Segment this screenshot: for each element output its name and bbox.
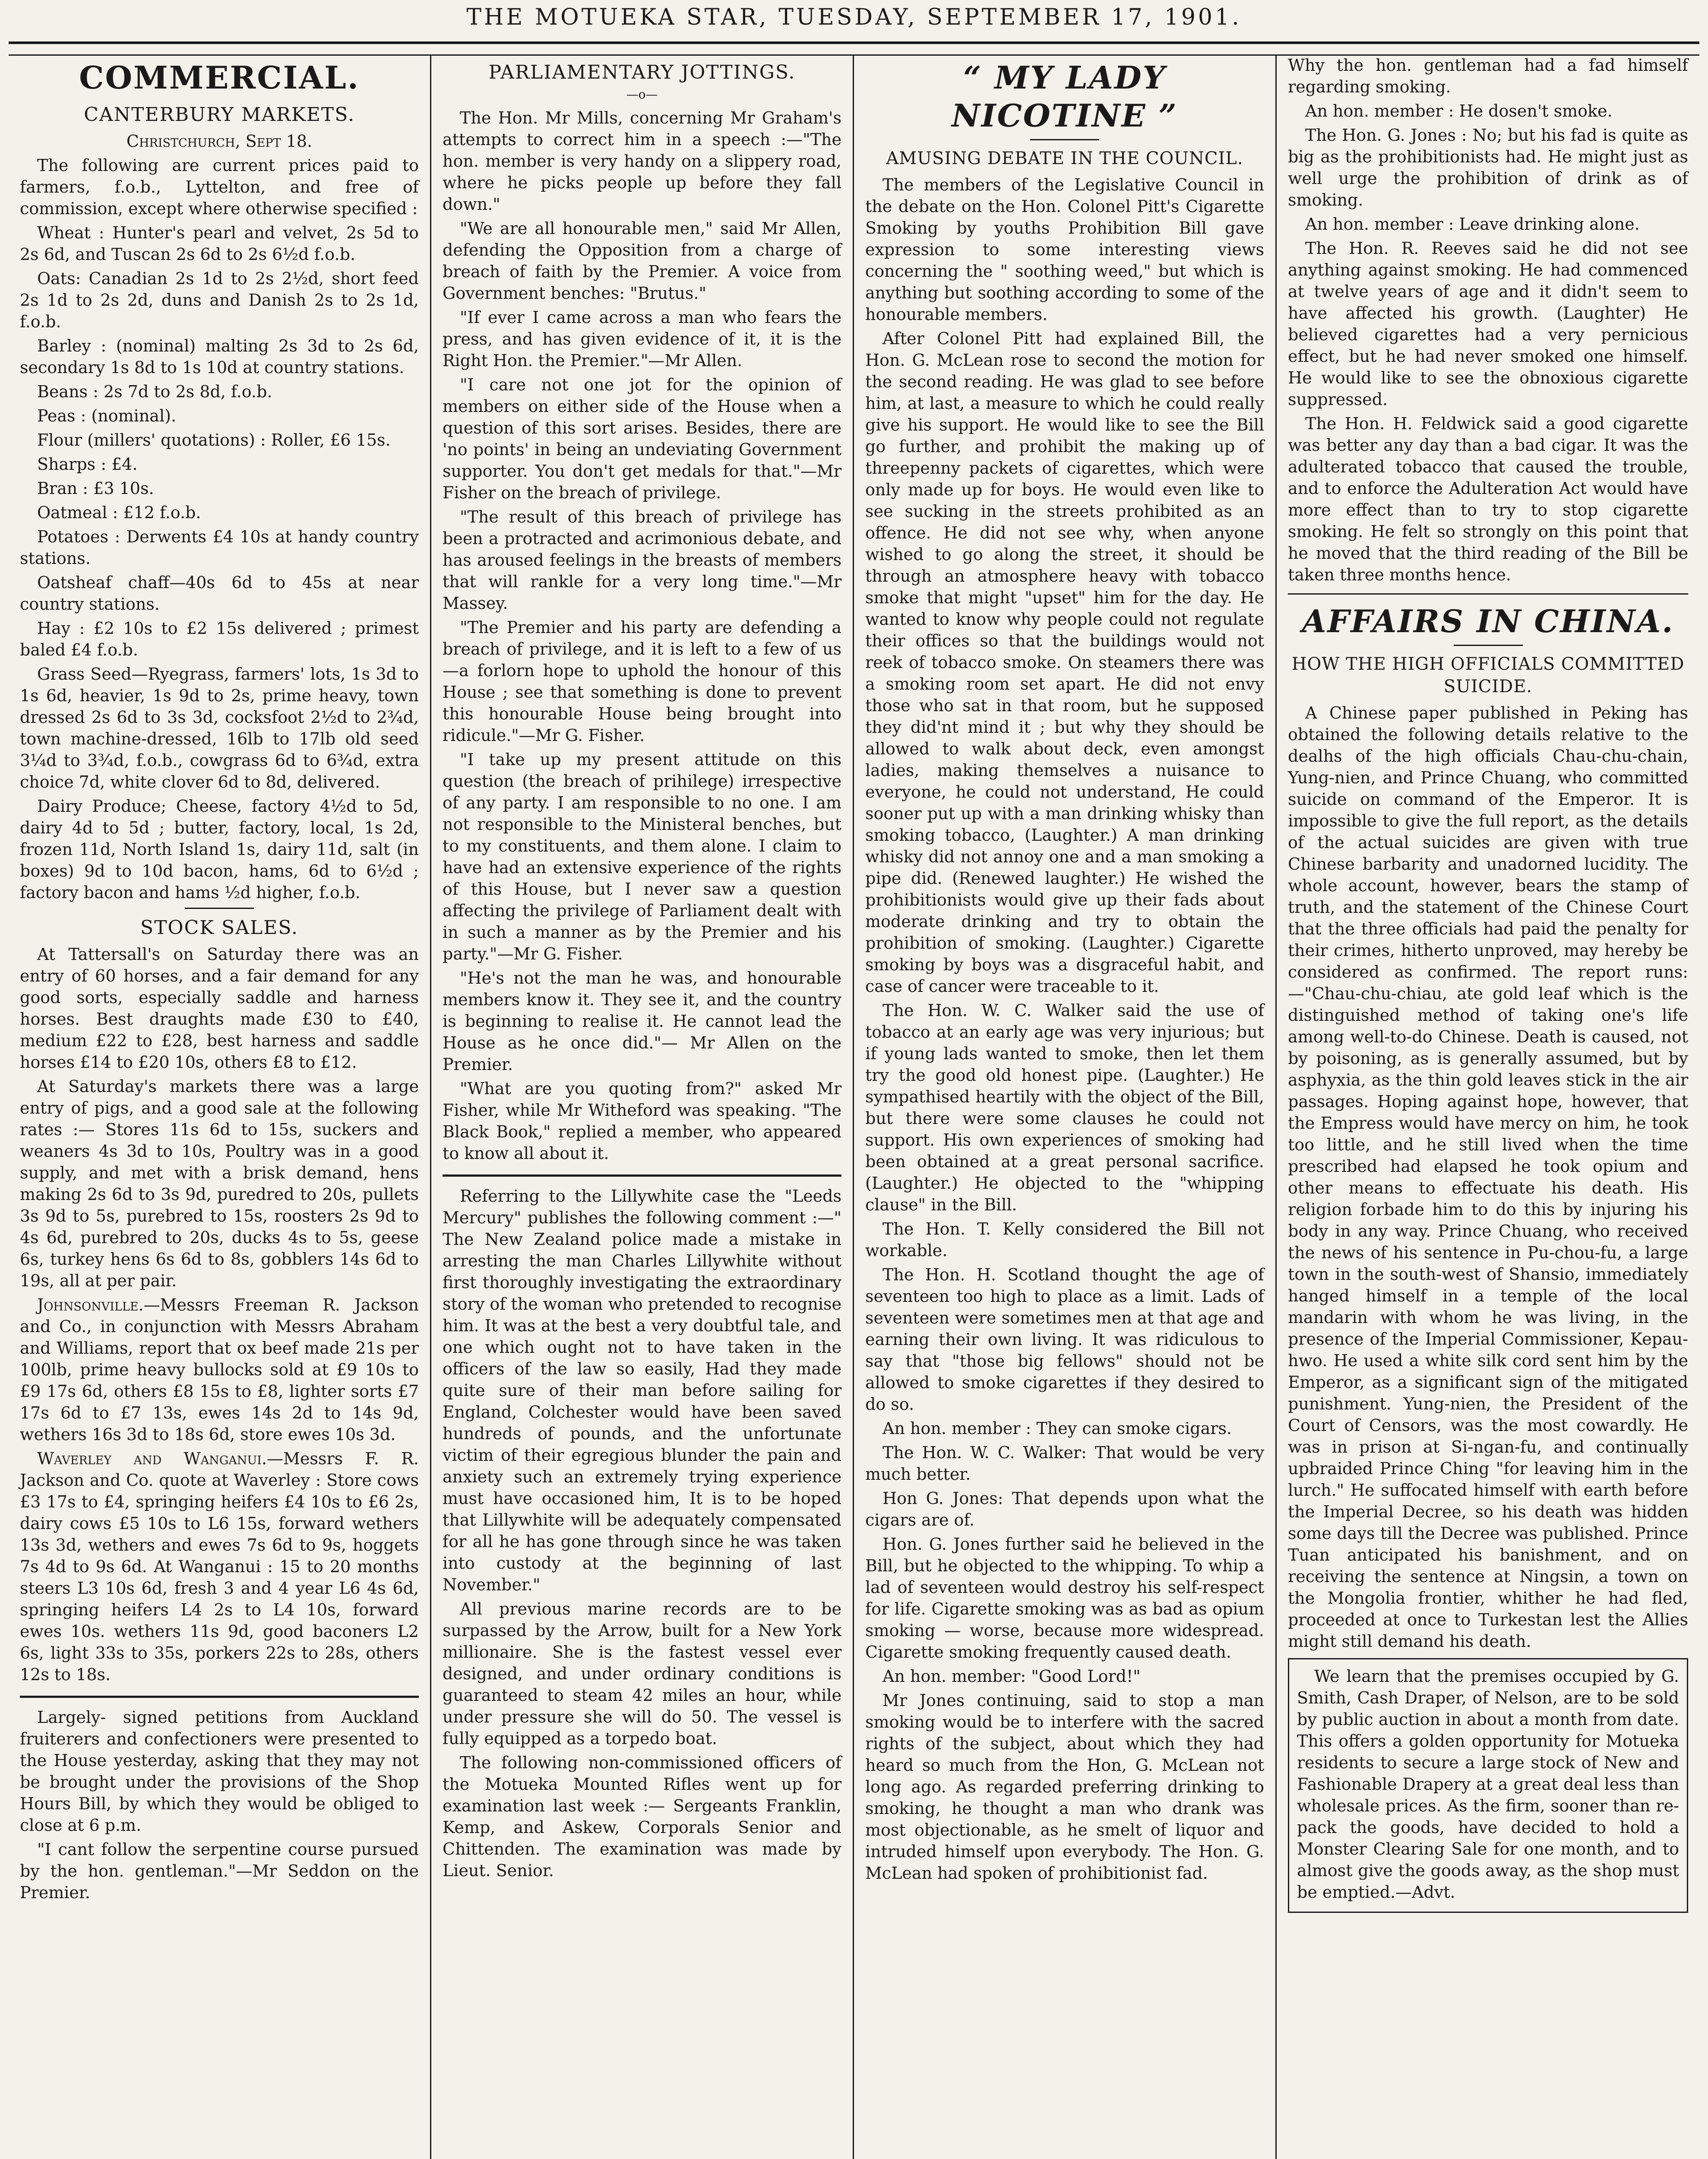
paragraph: An hon. member : He dosen't smoke.: [1305, 101, 1613, 120]
paragraph: Oatsheaf chaff—40s 6d to 45s at near country stations.: [20, 573, 419, 614]
paragraph: Hon G. Jones: That depends upon what the cigars are of.: [865, 1489, 1264, 1529]
paragraph: The following are current prices paid to farmers, f.o.b., Lyttelton, and free of commission, except where otherwise specified :: [20, 156, 419, 218]
paragraph: All previous marine records are to be surpassed by the Arrow, built for a New York millionaire. She is the fastest vessel ever designed, and under ordinary conditions is guaranteed to steam 42 miles an hour, while under pressure she will do 50. The vessel is fully equipped as a torpedo boat.: [443, 1599, 841, 1748]
column-china: [1277, 54, 1699, 2159]
paragraph: The members of the Legislative Council in the debate on the Hon. Colonel Pitt's Cigarette Smoking by youths Prohibition Bill gave expression to some interesting views concerning the " soothing weed," but which is anything but soothing according to some of the honourable members.: [865, 175, 1264, 324]
affairs-in-china-heading: AFFAIRS IN CHINA.: [1302, 603, 1674, 639]
paragraph: The Hon. H. Feldwick said a good cigarette was better any day than a bad cigar. It was the adulterated tobacco that caused the trouble, and to enforce the Adulteration Act would have more effect than to try to stop cigarette smoking. He felt so strongly on this point that he moved that the third reading of the Bill be taken three months hence.: [1288, 414, 1688, 584]
paragraph: "If ever I came across a man who fears the press, and has given evidence of it, it is the Right Hon. the Premier."—Mr Allen.: [443, 308, 841, 370]
paragraph: Dairy Produce; Cheese, factory 4½d to 5d, dairy 4d to 5d ; butter, factory, local, 1s 2d, frozen 11d, North Island 1s, dairy 11d, salt (in boxes) 9d to 10d bacon, hams, 6d to 6½d ; factory bacon and hams ½d higher, f.o.b.: [20, 797, 419, 902]
paragraph: The Hon. Mr Mills, concerning Mr Graham's attempts to correct him in a speech :—"The hon. member is very handy on a slippery road, where he picks people up before they fall down.": [443, 108, 841, 214]
paragraph: The Hon. R. Reeves said he did not see anything against smoking. He had commenced at twelve years of age and it didn't seem to have affected his growth. (Laughter) He believed cigarettes had a very pernicious effect, but he had never smoked one himself. He would like to see the obnoxious cigarette suppressed.: [1288, 239, 1688, 409]
paragraph: Hon. G. Jones further said he believed in the Bill, but he objected to the whipping. To whip a lad of seventeen would destroy his self-respect for life. Cigarette smoking was as bad as opium smoking — worse, because more widespread. Cigarette smoking frequently caused death.: [865, 1535, 1264, 1662]
paragraph: Flour (millers' quotations) : Roller, £6 15s.: [37, 431, 391, 450]
paragraph: [20, 1294, 419, 1445]
paragraph: The following non-commissioned officers of the Motueka Mounted Rifles went up for examination last week :— Sergeants Franklin, Kemp, and Askew, Corporals Senior and Chittenden. The examination was made by Lieut. Senior.: [443, 1753, 841, 1880]
paragraph: Bran : £3 10s.: [37, 479, 154, 498]
paragraph: An hon. member : They can smoke cigars.: [882, 1419, 1232, 1438]
ornament: —o—: [626, 87, 658, 101]
paragraph: An hon. member : Leave drinking alone.: [1305, 215, 1640, 234]
paragraph: The Hon. G. Jones : No; but his fad is quite as big as the prohibitionists had. He might just as well urge the prohibition of drink as of smoking.: [1288, 126, 1688, 209]
high-officials-subheading: HOW THE HIGH OFFICIALS COMMITTED SUICIDE.: [1291, 654, 1685, 696]
paragraph: "We are all honourable men," said Mr Allen, defending the Opposition from a charge of breach of faith by the Premier. A voice from Government benches: "Brutus.": [443, 219, 841, 303]
divider: [443, 1174, 841, 1177]
place-name: Waverley and Wanganui.: [37, 1449, 267, 1468]
divider: [20, 1696, 419, 1698]
paragraph: After Colonel Pitt had explained Bill, the Hon. G. McLean rose to second the motion for the second reading. He was glad to see before him, at last, a measure to which he could really give his support. He would like to see the Bill go further, and prohibit the making up of threepenny packets of cigarettes, which were only made up for boys. He would even like to see sucking in the streets prohibited as an offence. He did not see why, when anyone wished to go along the street, it should be through an atmosphere heavy with tobacco smoke that might "upset" him for the day. He wanted to know why people could not regulate their offices so that the buildings would not reek of tobacco smoke. On steamers there was a smoking room set apart. He did not envy those who sat in that room, but he supposed they did'nt mind it ; but why they should be allowed to walk about deck, even amongst ladies, making themselves a nuisance to everyone, he could not understand, He could sooner put up with a man drinking whisky than smoking tobacco, (Laughter.) A man drinking whisky did not annoy one and a man smoking a pipe did. (Renewed laughter.) He wished the prohibitionists would give up their fads about moderate drinking and try to obtain the prohibition of smoking. (Laughter.) Cigarette smoking by boys was a disgraceful habit, and case of cancer were traceable to it.: [865, 329, 1264, 996]
paragraph: A Chinese paper published in Peking has obtained the following details relative to the dealhs of the high officials Chau-chu-chain, Yung-nien, and Prince Chuang, who committed suicide on command of the Emperor. It is impossible to give the full report, as the details of the actual suicides are given with true Chinese barbarity and unadorned lucidity. The whole account, however, bears the stamp of truth, and the statement of the Chinese Court that the three officials had paid the penalty for their crimes, hitherto unproved, may hereby be considered as confirmed. The report runs:—"Chau-chu-chiau, ate gold leaf which is the distinguished method of taking one's life among well-to-do Chinese. Death is caused, not by poisoning, as is generally assumed, but by asphyxia, as the thin gold leaves stick in the air passages. Hoping against hope, however, that the Empress would have mercy on him, he took too little, and he still lived when the time prescribed had elapsed he took opium and other means to effectuate his death. His religion forbade him to do this by injuring his body in any way. Prince Chuang, who received the news of his sentence in Pu-chou-fu, a large town in the south-west of Shansio, immediately hanged himself in a temple of the local mandarin with whom he was living, in the presence of the Imperial Commissioner, Kepau-hwo. He used a white silk cord sent him by the Emperor, as a significant sign of the mitigated punishment. Yung-nien, the President of the Court of Censors, was the most cowardly. He was in prison at Si-ngan-fu, and continually upbraided Prince Ching "for leaving him in the lurch." He suffocated himself with earth before the Imperial Decree, so his death was hidden some days till the Decree was published. Prince Tuan anticipated his banishment, and on receiving the sentence at Ningsin, a town on the Mongolia frontier, whither he had fled, proceeded at once to Turkestan lest the Allies might still demand his death.: [1288, 703, 1688, 1651]
paragraph: Referring to the Lillywhite case the "Leeds Mercury" publishes the following comment :—" The New Zealand police made a mistake in arresting the man Charles Lillywhite without first thoroughly investigating the extraordinary story of the woman who pretended to recognise him. It was at the best a very doubtful tale, and one which ought not to have taken in the officers of the law so easily, Had they made quite sure of their man before sailing for England, Colchester would have been saved hundreds of pounds, and the unfortunate victim of their egregious blunder the pain and anxiety such an extremely trying experience must have occasioned him, It is to be hoped that Lillywhite will be adequately compensated for all he has gone through since he was taken into custody at the beginning of last November.": [443, 1187, 841, 1594]
paragraph: [20, 1448, 419, 1685]
paragraph: "The result of this breach of privilege has been a protracted and acrimonious debate, and has aroused feelings in the breasts of members that will rankle for a very long time."—Mr Massey.: [443, 507, 841, 613]
paragraph: Grass Seed—Ryegrass, farmers' lots, 1s 3d to 1s 6d, heavier, 1s 9d to 2s, prime heavy, town dressed 2s 6d to 3s 3d, cocksfoot 2½d to 2¾d, town machine-dressed, 16lb to 17lb old seed 3¼d to 3¾d, f.o.b., cowgrass 6d to 6¾d, extra choice 7d, white clover 6d to 8d, delivered.: [20, 665, 419, 791]
my-lady-nicotine-heading: “ MY LADY NICOTINE ”: [952, 59, 1178, 134]
paragraph: Oatmeal : £12 f.o.b.: [37, 503, 201, 522]
paragraph: The Hon. T. Kelly considered the Bill not workable.: [865, 1219, 1264, 1260]
paragraph: "I cant follow the serpentine course pursued by the hon. gentleman."—Mr Seddon on the Premier.: [20, 1840, 419, 1902]
stock-sales-heading: STOCK SALES.: [140, 917, 298, 939]
masthead: THE MOTUEKA STAR, TUESDAY, SEPTEMBER 17, 1901.: [466, 4, 1242, 30]
place-name: Johnsonville.: [37, 1295, 144, 1314]
paragraph: Oats: Canadian 2s 1d to 2s 2½d, short feed 2s 1d to 2s 2d, duns and Danish 2s to 2s 1d, f.o.b.: [20, 269, 419, 331]
dateline: Christchurch, Sept 18.: [126, 132, 313, 151]
newspaper-page: [9, 54, 1699, 2159]
advertisement-box: [1288, 1658, 1688, 1913]
divider: [1030, 139, 1099, 140]
paragraph: Mr Jones continuing, said to stop a man smoking would be to interfere with the sacred rights of the subject, about which they had heard so much from the Hon, G. McLean not long ago. As regarded preferring drinking to smoking, he thought a man who drank was most objectionable, as he smelt of liquor and intruded himself upon everybody. The Hon. G. McLean had spoken of prohibitionist fad.: [865, 1691, 1264, 1883]
paragraph: The Hon. W. C. Walker: That would be very much better.: [865, 1443, 1264, 1484]
paragraph: The Hon. W. C. Walker said the use of tobacco at an early age was very injurious; but if young lads wanted to smoke, then let them try the good old honest pipe. (Laughter.) He sympathised heartily with the object of the Bill, but there were some clauses he could not support. His own experiences of smoking had been obtained at a great personal sacrifice. (Laughter.) He objected to the "whipping clause" in the Bill.: [865, 1001, 1264, 1214]
column-lady-nicotine: [854, 54, 1277, 2159]
column-parliamentary: [431, 54, 854, 2159]
divider: [1288, 593, 1688, 595]
paragraph: "He's not the man he was, and honourable members know it. They see it, and the country is beginning to realise it. He cannot lead the House as he once did."— Mr Allen on the Premier.: [443, 969, 841, 1074]
canterbury-markets-heading: CANTERBURY MARKETS.: [84, 104, 355, 126]
paragraph: The Hon. H. Scotland thought the age of seventeen too high to place as a limit. Lads of seventeen were sometimes men at that age and earning their own living. It was ridiculous to say that "those big fellows" should not be allowed to smoke cigarettes if they desired to do so.: [865, 1265, 1264, 1414]
masthead-rule: [9, 41, 1699, 56]
commercial-heading: COMMERCIAL.: [79, 59, 360, 96]
advertisement-text: We learn that the premises occupied by G. Smith, Cash Draper, of Nelson, are to be sold by public auction in about a month from date. This offers a golden opportunity for Motueka residents to secure a large stock of New and Fashionable Drapery at a great deal less than wholesale prices. As the firm, sooner than re-pack the goods, have decided to hold a Monster Clearing Sale for one month, and to almost give the goods away, as the shop must be emptied.—Advt.: [1297, 1667, 1679, 1902]
council-debate-subheading: AMUSING DEBATE IN THE COUNCIL.: [886, 149, 1243, 168]
paragraph-body: —Messrs Freeman R. Jackson and Co., in conjunction with Messrs Abraham and Williams, report that ox beef made 21s per 100lb, prime heavy bullocks sold at £9 10s to £9 17s 6d, others £8 15s to £8, lighter sorts £7 17s 6d to £7 13s, ewes 14s 2d to 14s 9d, wethers 16s 3d to 18s 6d, store ewes 10s 3d.: [20, 1295, 419, 1444]
paragraph: Why the hon. gentleman had a fad himself regarding smoking.: [1288, 56, 1688, 96]
paragraph: An hon. member: "Good Lord!": [882, 1667, 1141, 1686]
paragraph: "The Premier and his party are defending a breach of privilege, and it is left to a few of us—a forlorn hope to uphold the honour of this House ; see that something is done to prevent this honourable House being brought into ridicule."—Mr G. Fisher.: [443, 618, 841, 745]
column-commercial: [9, 54, 431, 2159]
parliamentary-jottings-heading: PARLIAMENTARY JOTTINGS.: [488, 61, 796, 83]
paragraph: At Tattersall's on Saturday there was an entry of 60 horses, and a fair demand for any good sorts, especially saddle and harness horses. Best draughts made £30 to £40, medium £22 to £28, best harness and saddle horses £14 to £20 10s, others £8 to £12.: [20, 945, 419, 1072]
paragraph: "What are you quoting from?" asked Mr Fisher, while Mr Witheford was speaking. "The Black Book," replied a member, who appeared to know all about it.: [443, 1079, 841, 1163]
paragraph: Largely- signed petitions from Auckland fruiterers and confectioners were presented to the House yesterday, asking that they may not be brought under the provisions of the Shop Hours Bill, by which they would be obliged to close at 6 p.m.: [20, 1708, 419, 1835]
divider: [1454, 645, 1523, 646]
paragraph: At Saturday's markets there was a large entry of pigs, and a good sale at the following rates :— Stores 11s 6d to 15s, suckers and weaners 4s 3d to 10s, Poultry was in a good supply, and met with a brisk demand, hens making 2s 6d to 3s 9d, puredred to 20s, pullets 3s 9d to 5s, purebred to 15s, roosters 2s 9d to 4s 6d, purebred to 20s, ducks 4s to 5s, geese 6s, turkey hens 6s 6d to 8s, gobblers 14s 6d to 19s, all at per pair.: [20, 1077, 419, 1290]
paragraph: Sharps : £4.: [37, 455, 138, 474]
paragraph: Peas : (nominal).: [37, 406, 177, 425]
paragraph: Barley : (nominal) malting 2s 3d to 2s 6d, secondary 1s 8d to 1s 10d at country stations.: [20, 336, 419, 377]
paragraph: Hay : £2 10s to £2 15s delivered ; primest baled £4 f.o.b.: [20, 619, 419, 659]
paragraph: "I care not one jot for the opinion of members on either side of the House when a question of this sort arises. Besides, there are 'no points' in being an undeviating Government supporter. You don't get medals for that."—Mr Fisher on the breach of privilege.: [443, 375, 841, 502]
paragraph: Beans : 2s 7d to 2s 8d, f.o.b.: [37, 382, 272, 401]
paragraph-body: —Messrs F. R. Jackson and Co. quote at Waverley : Store cows £3 17s to £4, springing heifers £4 10s to £6 2s, dairy cows £5 10s to L6 15s, forward wethers 13s 3d, wethers and ewes 7s 6d to 9s, hoggets 7s 4d to 9s 6d. At Wanganui : 15 to 20 months steers L3 10s 6d, fresh 3 and 4 year L6 4s 6d, springing heifers L4 2s to L4 10s, forward ewes 10s. wethers 11s 9d, good baconers L2 6s, light 33s to 35s, porkers 22s to 28s, others 12s to 18s.: [20, 1449, 419, 1684]
divider: [185, 908, 254, 909]
paragraph: Potatoes : Derwents £4 10s at handy country stations.: [20, 527, 419, 568]
paragraph: "I take up my present attitude on this question (the breach of prihilege) irrespective of any party. I am responsible to no one. I am not responsible to the Ministeral benches, but to my constituents, and them alone. I claim to have had an extensive experience of the rights of this House, but I never saw a question affecting the privilege of Parliament dealt with in such a manner as by the Premier and his party."—Mr G. Fisher.: [443, 750, 841, 963]
paragraph: Wheat : Hunter's pearl and velvet, 2s 5d to 2s 6d, and Tuscan 2s 6d to 2s 6½d f.o.b.: [20, 223, 419, 264]
